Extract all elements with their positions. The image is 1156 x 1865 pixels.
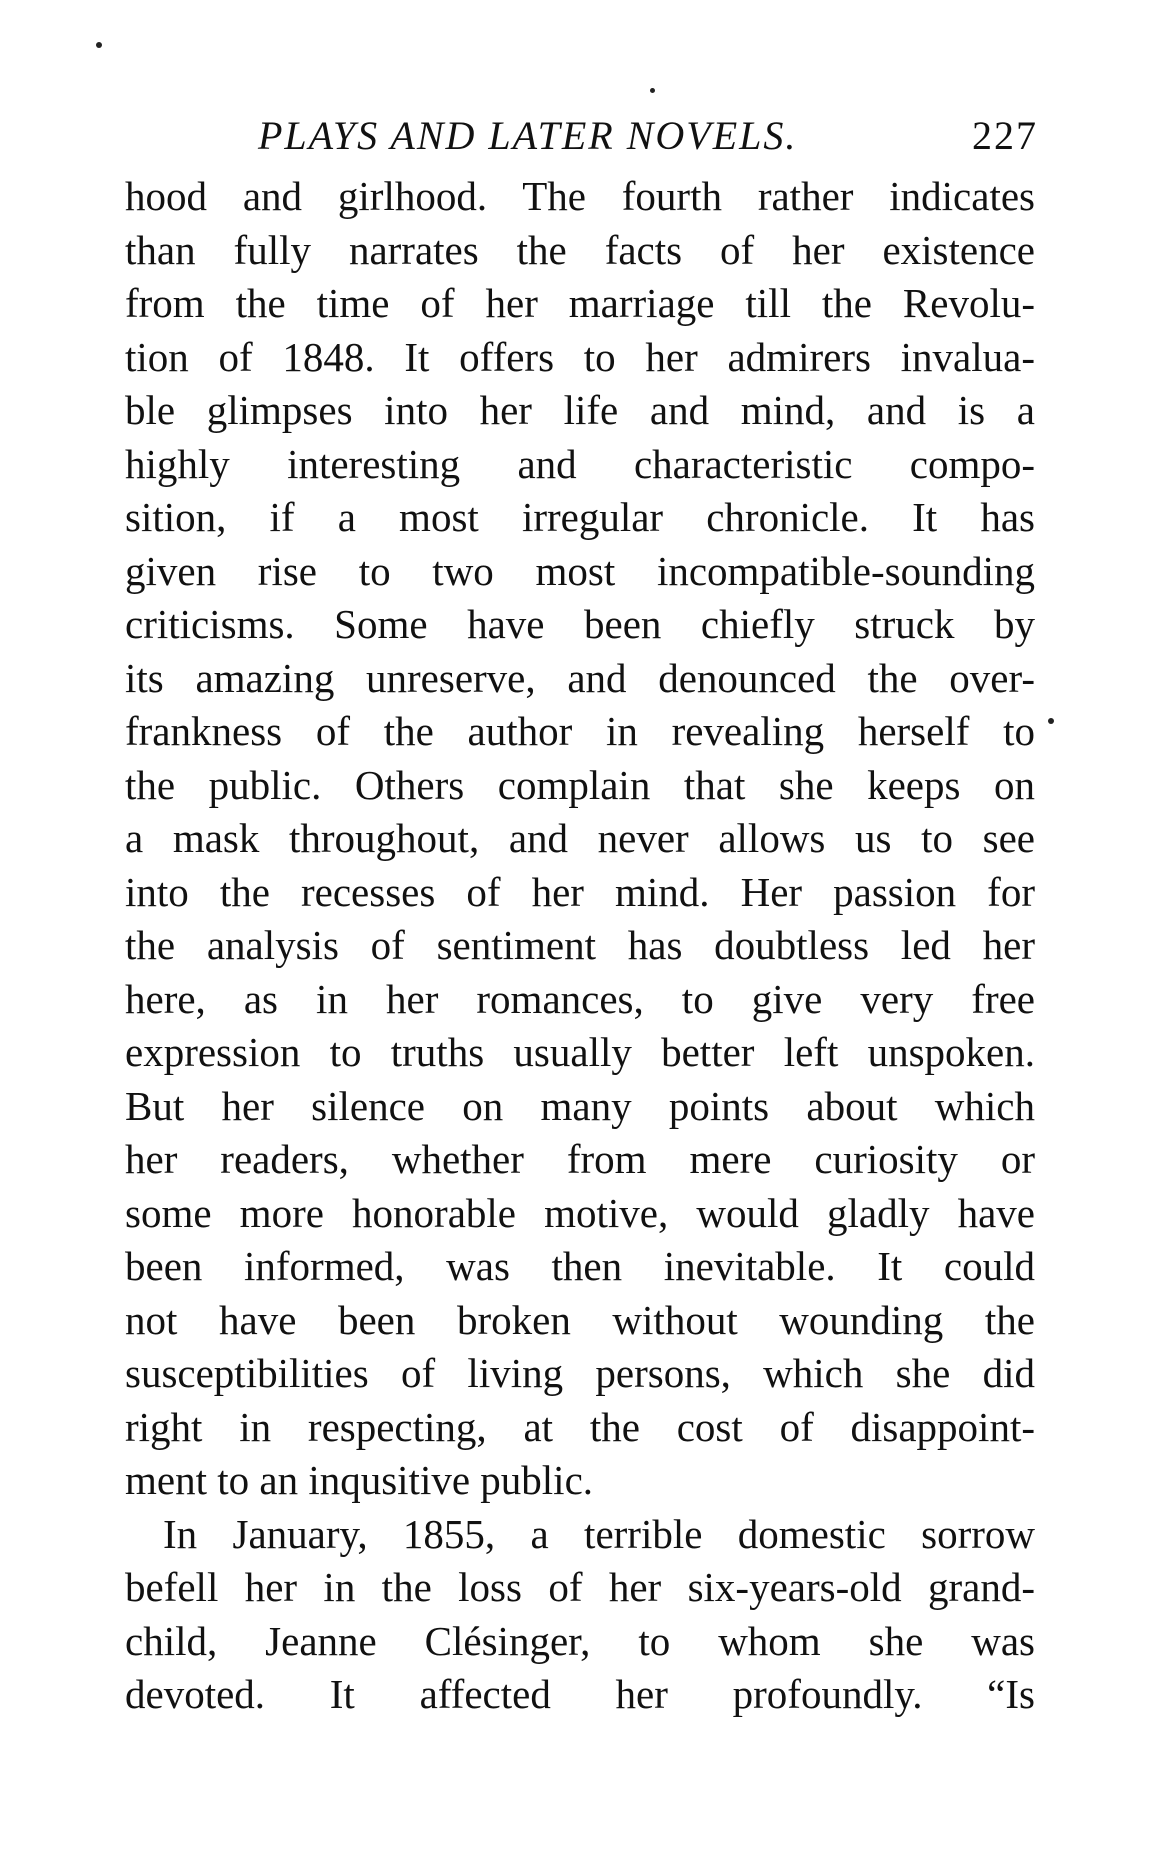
text-line: hood and girlhood. The fourth rather indicates [125,173,1035,219]
text-line: right in respecting, at the cost of disappoint- [125,1403,1035,1450]
ink-speck [1048,718,1054,724]
text-line: the public. Others complain that she keeps on [125,761,1035,808]
text-line: child, Jeanne Clésinger, to whom she was [125,1617,1035,1664]
text-line: than fully narrates the facts of her existence [125,226,1035,273]
text-line: highly interesting and characteristic compo- [125,440,1035,487]
text-line: But her silence on many points about which [125,1082,1035,1129]
page-number: 227 [972,113,1038,158]
text-line: befell her in the loss of her six-years-old grand- [125,1564,1035,1610]
text-line: tion of 1848. It offers to her admirers invalua- [125,333,1035,380]
text-line: its amazing unreserve, and denounced the over- [125,654,1035,701]
page-header [258,100,1038,160]
text-line: not have been broken without wounding the [125,1296,1035,1343]
text-line: some more honorable motive, would gladly have [125,1189,1035,1236]
text-line: expression to truths usually better left unspoken. [125,1029,1035,1075]
ink-speck [96,42,102,48]
text-line: In January, 1855, a terrible domestic sorrow [163,1510,1035,1557]
ink-speck [650,88,655,93]
text-line: criticisms. Some have been chiefly struck by [125,601,1035,647]
text-line: here, as in her romances, to give very free [125,975,1035,1022]
text-line: given rise to two most incompatible-sounding [125,547,1035,594]
text-line: frankness of the author in revealing herself to [125,708,1035,754]
text-line: susceptibilities of living persons, which she did [125,1350,1035,1396]
text-line: ment to an inqusitive public. [125,1457,594,1503]
text-line: a mask throughout, and never allows us to see [125,815,1035,861]
text-line: been informed, was then inevitable. It could [125,1243,1035,1289]
running-head-title: PLAYS AND LATER NOVELS. [258,113,798,158]
text-line: her readers, whether from mere curiosity or [125,1136,1035,1182]
body-text [125,170,1035,1722]
text-line: the analysis of sentiment has doubtless led her [125,922,1035,968]
text-line: into the recesses of her mind. Her passion for [125,868,1035,915]
text-line: from the time of her marriage till the Revolu- [125,280,1035,326]
text-line: devoted. It affected her profoundly. “Is [125,1671,1035,1717]
text-line: sition, if a most irregular chronicle. It has [125,494,1035,540]
text-line: ble glimpses into her life and mind, and is a [125,387,1035,433]
